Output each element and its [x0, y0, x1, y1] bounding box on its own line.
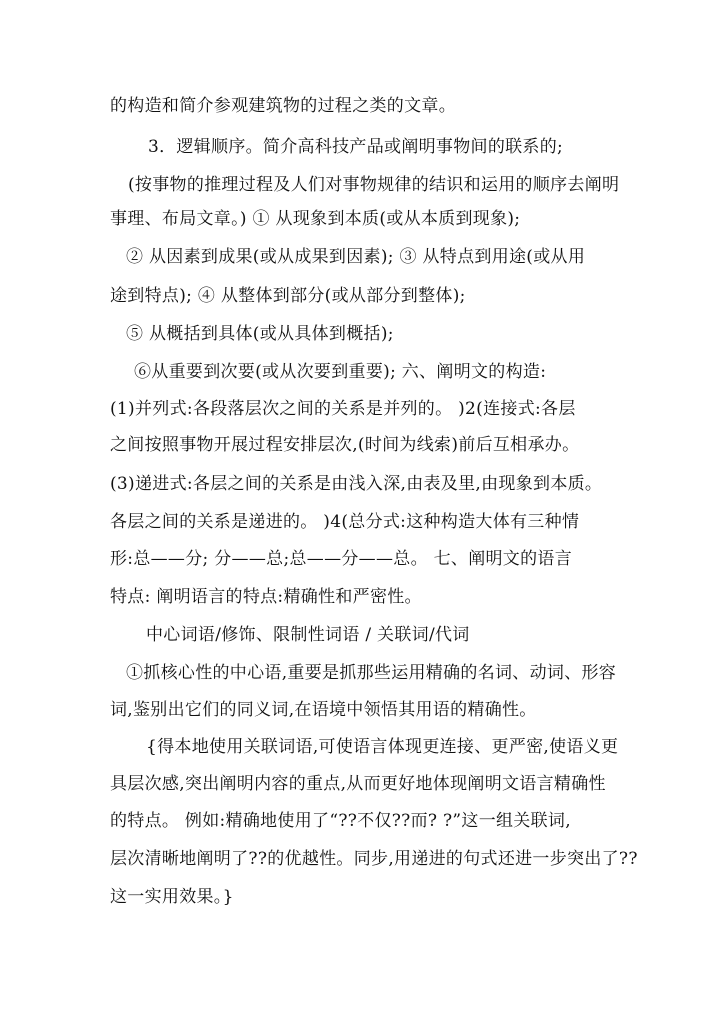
text-line: ⑥从重要到次要(或从次要到重要); 六、阐明文的构造: — [134, 362, 547, 382]
text-line: 3．逻辑顺序。简介高科技产品或阐明事物间的联系的; — [148, 137, 564, 157]
text-line: 词,鉴别出它们的同义词,在语境中领悟其用语的精确性。 — [110, 700, 537, 720]
text-line: 形:总——分; 分——总;总——分——总。 七、阐明文的语言 — [110, 549, 572, 569]
text-line: (3)递进式:各层之间的关系是由浅入深,由表及里,由现象到本质。 — [110, 474, 603, 494]
text-line: 之间按照事物开展过程安排层次,(时间为线索)前后互相承办。 — [110, 435, 580, 455]
text-line: 特点: 阐明语言的特点:精确性和严密性。 — [110, 587, 422, 607]
text-line: (按事物的推理过程及人们对事物规律的结识和运用的顺序去阐明 — [128, 175, 620, 195]
text-line: 各层之间的关系是递进的。 )4(总分式:这种构造大体有三种情 — [110, 512, 580, 532]
text-line: ①抓核心性的中心语,重要是抓那些运用精确的名词、动词、形容 — [126, 663, 617, 683]
text-line: 的构造和简介参观建筑物的过程之类的文章。 — [110, 96, 456, 116]
text-line: (1)并列式:各段落层次之间的关系是并列的。 )2(连接式:各层 — [110, 399, 576, 419]
text-line: 这一实用效果。} — [110, 887, 234, 907]
text-line: 中心词语/修饰、限制性词语 / 关联词/代词 — [146, 625, 470, 645]
text-line: 层次清晰地阐明了??的优越性。同步,用递进的句式还进一步突出了?? — [110, 849, 638, 869]
text-line: ⑤ 从概括到具体(或从具体到概括); — [126, 324, 394, 344]
text-line: 具层次感,突出阐明内容的重点,从而更好地体现阐明文语言精确性 — [110, 774, 606, 794]
text-line: ② 从因素到成果(或从成果到因素); ③ 从特点到用途(或从用 — [126, 247, 586, 267]
text-line: 的特点。 例如:精确地使用了“??不仅??而? ?”这一组关联词, — [110, 811, 571, 831]
text-line: 事理、布局文章。) ① 从现象到本质(或从本质到现象); — [110, 209, 521, 229]
text-line: 途到特点); ④ 从整体到部分(或从部分到整体); — [110, 286, 466, 306]
text-line: {得本地使用关联词语,可使语言体现更连接、更严密,使语义更 — [146, 737, 619, 757]
